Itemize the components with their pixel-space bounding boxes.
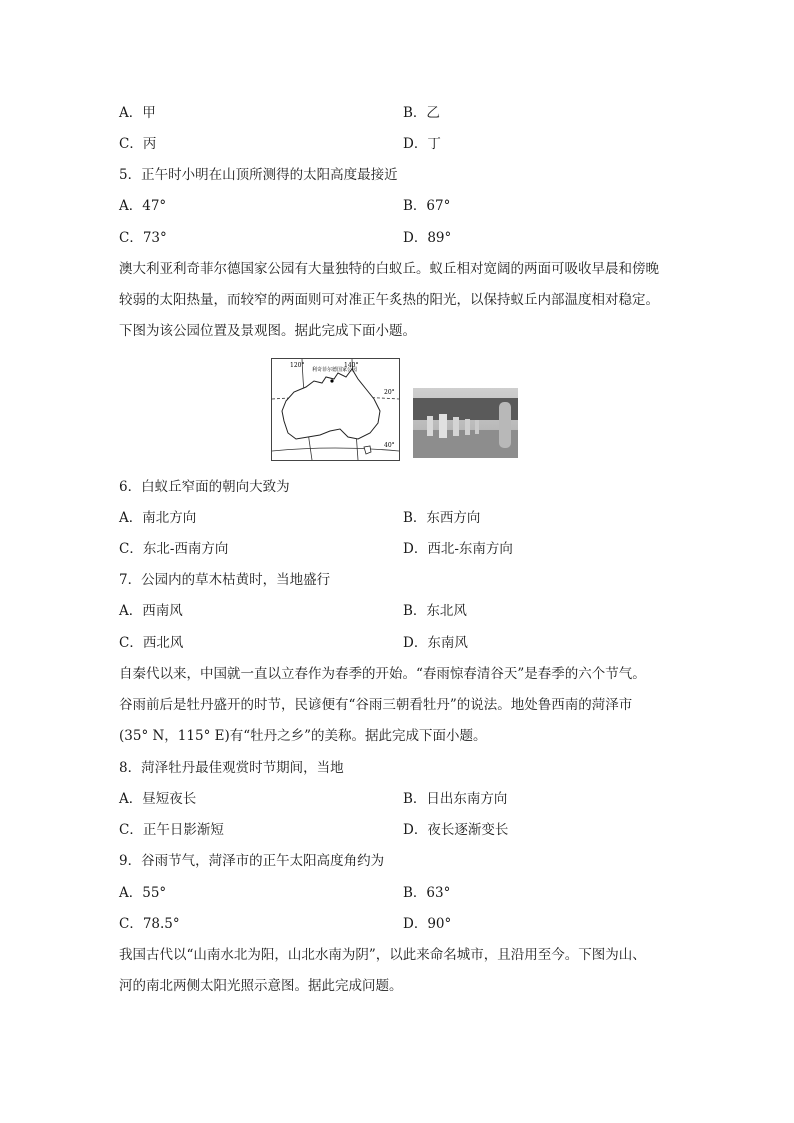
lon-120-label: 120° [290, 362, 305, 369]
q6-option-d: D．西北-东南方向 [403, 541, 513, 557]
mound-2 [439, 414, 447, 438]
q8-option-d: D．夜长逐渐变长 [403, 822, 509, 838]
q8-option-c: C．正午日影渐短 [119, 822, 224, 838]
passage-peony-line1: 自秦代以来，中国就一直以立春作为春季的开始。“春雨惊春清谷天”是春季的六个节气。 [119, 666, 646, 682]
q9-option-c: C．78.5° [119, 916, 180, 932]
q5-option-b: B．67° [403, 198, 451, 214]
park-marker-icon [330, 379, 333, 382]
lat-40-label: 40° [384, 442, 395, 449]
q9-option-d: D．90° [403, 916, 452, 932]
q7-stem: 7．公园内的草木枯黄时，当地盛行 [119, 572, 331, 588]
q9-option-b: B．63° [403, 885, 451, 901]
parallel-40 [272, 448, 399, 451]
termite-mound-photo-graphic [413, 388, 518, 458]
q4-option-b: B．乙 [403, 105, 440, 121]
q7-option-d: D．东南风 [403, 635, 468, 651]
mound-4 [465, 419, 470, 435]
passage-peony-line3: (35° N，115° E)有“牡丹之乡”的美称。据此完成下面小题。 [119, 728, 487, 744]
park-name-label: 利奇菲尔德国家公园 [312, 367, 358, 373]
passage-termite-line2: 较弱的太阳热量，而较窄的两面则可对准正午炙热的阳光，以保持蚁丘内部温度相对稳定。 [119, 292, 659, 308]
australia-outline [282, 369, 380, 439]
tasmania-outline [364, 446, 371, 454]
q7-option-b: B．东北风 [403, 603, 467, 619]
q4-option-a: A．甲 [119, 105, 156, 121]
q6-option-b: B．东西方向 [403, 510, 481, 526]
q4-option-d: D．丁 [403, 136, 441, 152]
q6-option-c: C．东北-西南方向 [119, 541, 229, 557]
australia-map-graphic [272, 359, 399, 460]
lon-140-label: 140° [344, 362, 359, 369]
q9-option-a: A．55° [119, 885, 167, 901]
mound-1 [427, 416, 433, 436]
q6-option-a: A．南北方向 [119, 510, 197, 526]
passage-peony-line2: 谷雨前后是牡丹盛开的时节，民谚便有“谷雨三朝看牡丹”的说法。地处鲁西南的菏泽市 [119, 697, 633, 713]
q8-option-a: A．昼短夜长 [119, 791, 197, 807]
mound-5 [475, 420, 479, 434]
q6-stem: 6．白蚁丘窄面的朝向大致为 [119, 479, 290, 495]
q8-option-b: B．日出东南方向 [403, 791, 508, 807]
mound-3 [453, 417, 459, 436]
q9-stem: 9．谷雨节气，菏泽市的正午太阳高度角约为 [119, 853, 385, 869]
lat-20-label: 20° [384, 389, 395, 396]
q5-option-d: D．89° [403, 230, 452, 246]
q8-stem: 8．菏泽牡丹最佳观赏时节期间，当地 [119, 760, 344, 776]
passage-termite-line1: 澳大利亚利奇菲尔德国家公园有大量独特的白蚁丘。蚁丘相对宽阔的两面可吸收早晨和傍晚 [119, 261, 659, 277]
q5-stem: 5．正午时小明在山顶所测得的太阳高度最接近 [119, 167, 398, 183]
q5-option-c: C．73° [119, 230, 167, 246]
termite-mound-photo [413, 388, 518, 458]
australia-location-map [271, 358, 400, 461]
q7-option-c: C．西北风 [119, 635, 184, 651]
q5-option-a: A．47° [119, 198, 167, 214]
mound-large [499, 402, 511, 448]
passage-termite-line3: 下图为该公园位置及景观图。据此完成下面小题。 [119, 323, 416, 339]
passage-yinyang-line1: 我国古代以“山南水北为阳，山北水南为阴”，以此来命名城市，且沿用至今。下图为山、 [119, 947, 646, 963]
q4-option-c: C．丙 [119, 136, 157, 152]
q7-option-a: A．西南风 [119, 603, 183, 619]
passage-yinyang-line2: 河的南北两侧太阳光照示意图。据此完成问题。 [119, 978, 403, 994]
